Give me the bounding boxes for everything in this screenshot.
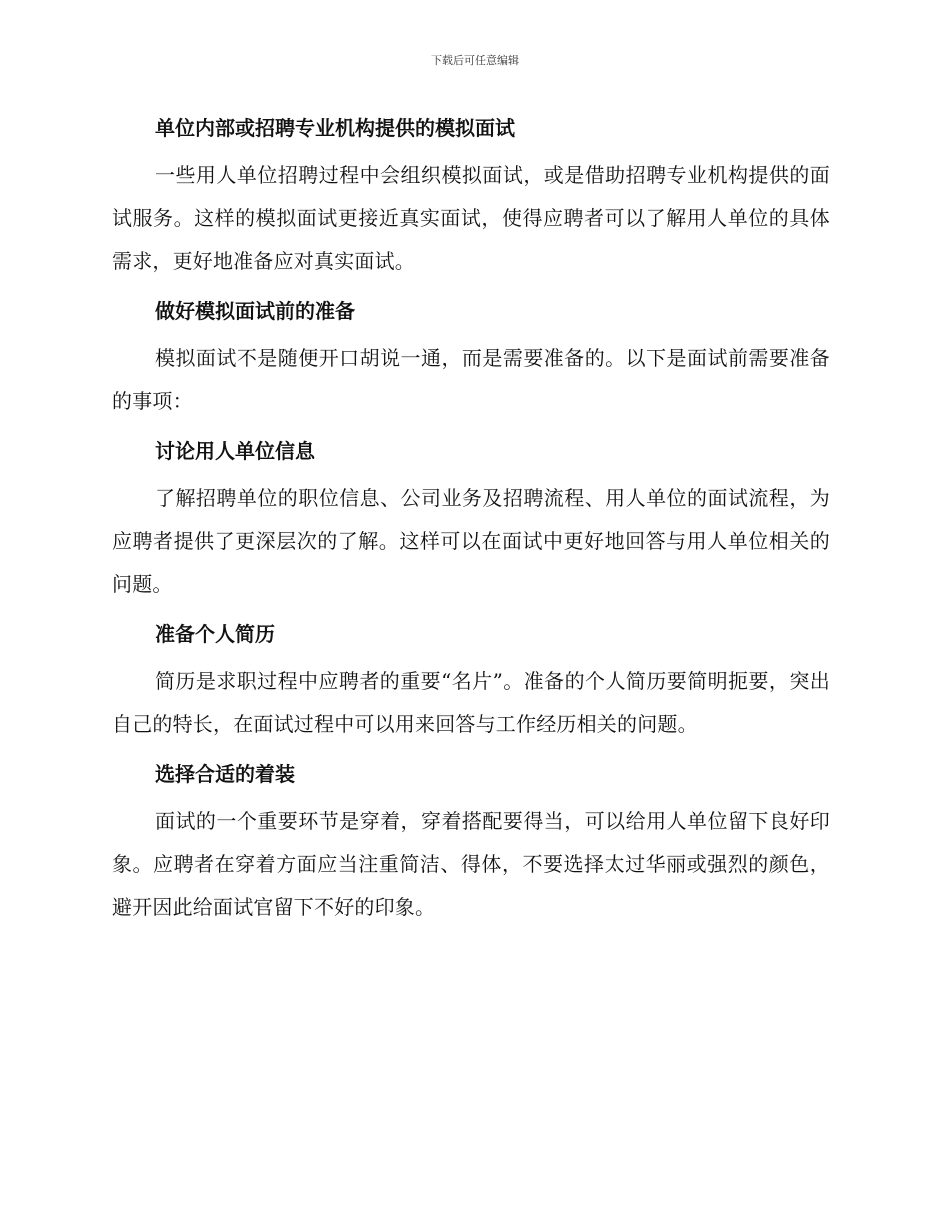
section-paragraph: 模拟面试不是随便开口胡说一通，而是需要准备的。以下是面试前需要准备的事项： (112, 346, 830, 413)
section-paragraph: 了解招聘单位的职位信息、公司业务及招聘流程、用人单位的面试流程，为应聘者提供了更深层次的了解。这样可以在面试中更好地回答与用人单位相关的问题。 (112, 486, 830, 596)
section-heading: 讨论用人单位信息 (155, 439, 315, 463)
section-heading: 做好模拟面试前的准备 (155, 299, 355, 323)
section-heading: 单位内部或招聘专业机构提供的模拟面试 (155, 116, 515, 140)
document-body (112, 108, 830, 937)
section-heading: 准备个人简历 (155, 622, 275, 646)
section-paragraph: 面试的一个重要环节是穿着，穿着搭配要得当，可以给用人单位留下良好印象。应聘者在穿着方面应当注重简洁、得体，不要选择太过华丽或强烈的颜色，避开因此给面试官留下不好的印象。 (112, 809, 830, 919)
section-paragraph: 一些用人单位招聘过程中会组织模拟面试，或是借助招聘专业机构提供的面试服务。这样的模拟面试更接近真实面试，使得应聘者可以了解用人单位的具体需求，更好地准备应对真实面试。 (112, 163, 830, 273)
section-paragraph: 简历是求职过程中应聘者的重要“名片”。准备的个人简历要简明扼要，突出自己的特长，在面试过程中可以用来回答与工作经历相关的问题。 (112, 669, 830, 736)
page-header: 下载后可任意编辑 (431, 54, 519, 67)
section-heading: 选择合适的着装 (155, 762, 295, 786)
